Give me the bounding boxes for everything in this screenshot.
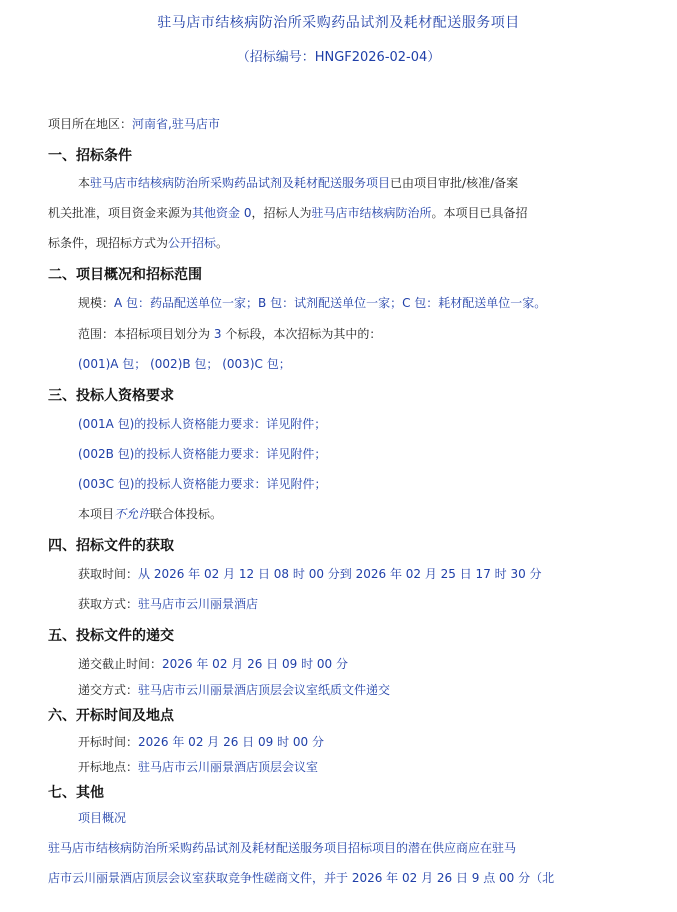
s6-open-time — [78, 734, 324, 750]
project-region — [48, 116, 220, 132]
s1-text: 。本项目已具备招 — [431, 206, 528, 220]
section-heading-2: 二、项目概况和招标范围 — [48, 267, 202, 283]
s2-scale-label: 规模： — [78, 296, 115, 310]
s1-text: 。 — [216, 236, 229, 250]
section-heading-6: 六、开标时间及地点 — [48, 708, 174, 724]
s7-paragraph-line-1: 驻马店市结核病防治所采购药品试剂及耗材配送服务项目招标项目的潜在供应商应在驻马 — [48, 841, 517, 855]
s1-text: ，招标人为 — [251, 206, 312, 220]
s1-paragraph-line-3 — [48, 235, 228, 251]
s6-place-label: 开标地点： — [78, 760, 139, 774]
s6-open-place — [78, 759, 318, 775]
s5-deadline-value: 2026 年 02 月 26 日 09 时 00 分 — [162, 657, 348, 671]
s6-place-value: 驻马店市云川丽景酒店顶层会议室 — [138, 760, 319, 774]
s3-requirement-b: (002B 包)的投标人资格能力要求：详见附件； — [78, 447, 327, 461]
s4-acquire-time — [78, 566, 542, 582]
s5-deadline — [78, 656, 348, 672]
s5-deadline-label: 递交截止时间： — [78, 657, 163, 671]
s1-project-name: 驻马店市结核病防治所采购药品试剂及耗材配送服务项目 — [90, 176, 391, 190]
s1-text: 机关批准，项目资金来源为 — [48, 206, 193, 220]
s1-paragraph-line-1 — [78, 175, 518, 191]
s4-time-value: 从 2026 年 02 月 12 日 08 时 00 分到 2026 年 02 月 25 日 17 时 30 分 — [138, 567, 542, 581]
s5-submit-method — [78, 682, 390, 698]
s3-requirement-c: (003C 包)的投标人资格能力要求：详见附件； — [78, 477, 327, 491]
s1-text: 已由项目审批/核准/备案 — [390, 176, 519, 190]
region-value: 河南省,驻马店市 — [132, 117, 220, 131]
section-heading-4: 四、招标文件的获取 — [48, 538, 174, 554]
s3-requirement-a: (001A 包)的投标人资格能力要求：详见附件； — [78, 417, 327, 431]
s6-time-label: 开标时间： — [78, 735, 139, 749]
s3-consortium-value: 不允许 — [114, 507, 151, 521]
s2-lot-count: 3 — [213, 327, 222, 341]
s4-method-label: 获取方式： — [78, 597, 139, 611]
s5-method-value: 驻马店市云川丽景酒店顶层会议室纸质文件递交 — [138, 683, 391, 697]
s2-scope — [78, 326, 381, 342]
s7-subheading: 项目概况 — [78, 811, 127, 825]
s2-lots: (001)A 包； (002)B 包； (003)C 包； — [78, 357, 291, 371]
s3-consortium — [78, 506, 222, 522]
s1-paragraph-line-2 — [48, 205, 528, 221]
tender-number: （招标编号：HNGF2026-02-04） — [236, 50, 441, 65]
document-title: 驻马店市结核病防治所采购药品试剂及耗材配送服务项目 — [157, 15, 520, 31]
s2-scale — [78, 295, 546, 311]
s1-tenderer: 驻马店市结核病防治所 — [311, 206, 432, 220]
s4-acquire-method — [78, 596, 258, 612]
section-heading-3: 三、投标人资格要求 — [48, 388, 174, 404]
s4-time-label: 获取时间： — [78, 567, 139, 581]
s3-text: 本项目 — [78, 507, 115, 521]
s2-scope-text: 范围：本招标项目划分为 — [78, 327, 211, 341]
s5-method-label: 递交方式： — [78, 683, 139, 697]
s2-scale-value: A 包：药品配送单位一家；B 包：试剂配送单位一家；C 包：耗材配送单位一家。 — [114, 296, 547, 310]
s7-paragraph-line-2: 店市云川丽景酒店顶层会议室获取竞争性磋商文件，并于 2026 年 02 月 26 日 9 点 00 分（北 — [48, 871, 555, 885]
s1-tender-method: 公开招标 — [168, 236, 217, 250]
s6-time-value: 2026 年 02 月 26 日 09 时 00 分 — [138, 735, 324, 749]
s2-scope-text: 个标段，本次招标为其中的： — [225, 327, 382, 341]
section-heading-1: 一、招标条件 — [48, 148, 132, 164]
s1-text: 本 — [78, 176, 91, 190]
s1-text: 标条件，现招标方式为 — [48, 236, 169, 250]
s1-fund-source: 其他资金 0 — [192, 206, 252, 220]
s4-method-value: 驻马店市云川丽景酒店 — [138, 597, 259, 611]
s3-text: 联合体投标。 — [150, 507, 223, 521]
region-label: 项目所在地区： — [48, 117, 133, 131]
section-heading-5: 五、投标文件的递交 — [48, 628, 174, 644]
section-heading-7: 七、其他 — [48, 785, 104, 801]
